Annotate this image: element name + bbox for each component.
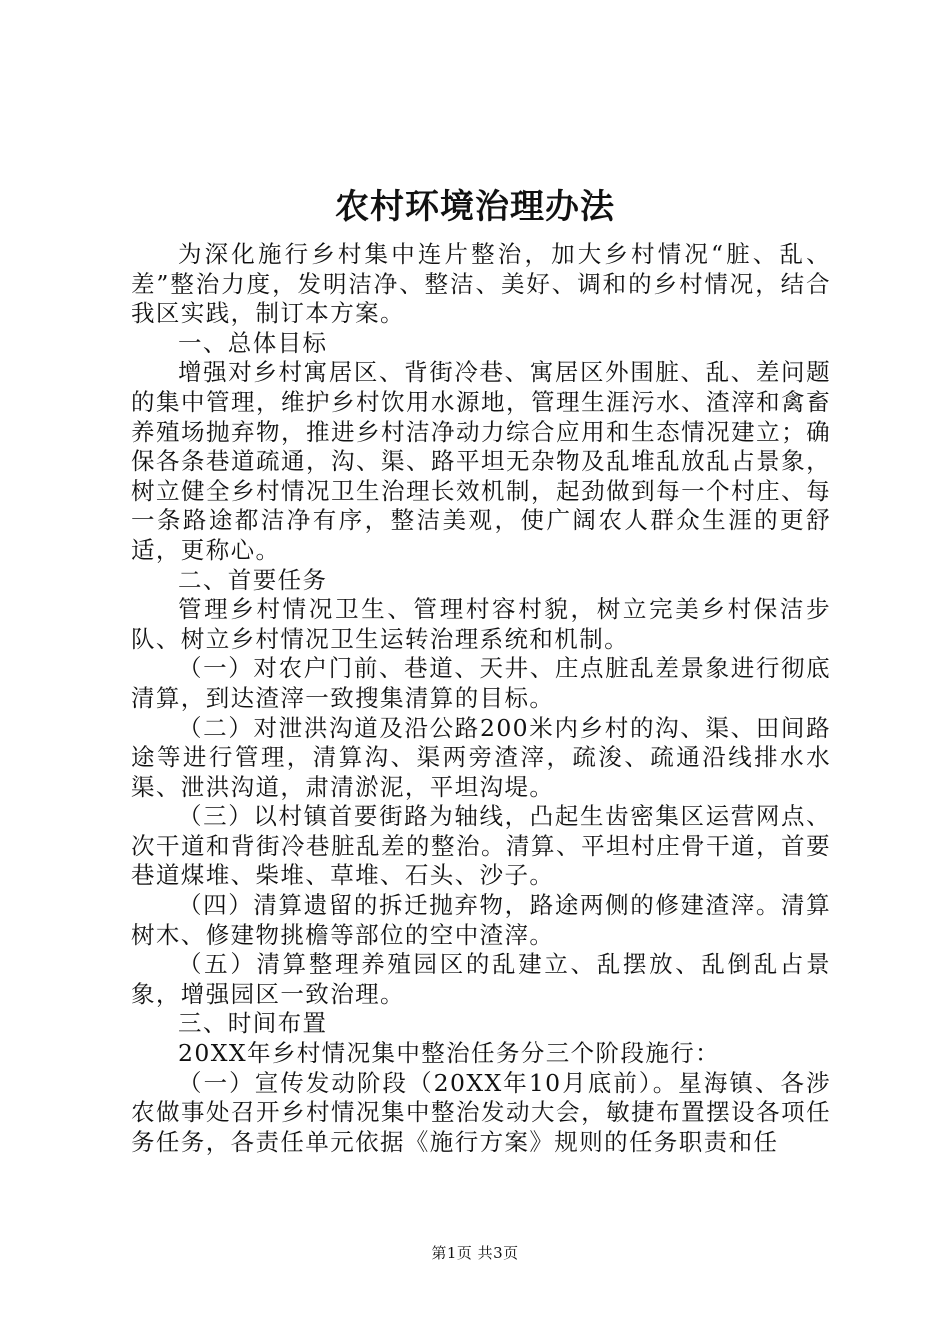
paragraph-schedule: 20XX年乡村情况集中整治任务分三个阶段施行：: [178, 1039, 721, 1068]
section-heading-2: 二、首要任务: [178, 565, 328, 594]
page-footer: 第1页 共3页: [431, 1244, 519, 1262]
paragraph-task-2: （二）对泄洪沟道及沿公路200米内乡村的沟、渠、田间路途等进行管理，清算沟、渠两旁渣滓，疏浚、疏通沿线排水水渠、泄洪沟道，肃清淤泥，平坦沟堤。: [131, 713, 831, 801]
paragraph-tasks: 管理乡村情况卫生、管理村容村貌，树立完美乡村保洁步队、树立乡村情况卫生运转治理系统和机制。: [131, 595, 831, 653]
document-title: 农村环境治理办法: [335, 187, 615, 227]
paragraph-task-3: （三）以村镇首要街路为轴线，凸起生齿密集区运营网点、次干道和背街冷巷脏乱差的整治。清算、平坦村庄骨干道，首要巷道煤堆、柴堆、草堆、石头、沙子。: [131, 802, 831, 890]
document-body: [131, 240, 831, 1157]
paragraph-task-1: （一）对农户门前、巷道、天井、庄点脏乱差景象进行彻底清算，到达渣滓一致搜集清算的目标。: [131, 654, 831, 712]
paragraph-goal: 增强对乡村寓居区、背街冷巷、寓居区外围脏、乱、差问题的集中管理，维护乡村饮用水源地，管理生涯污水、渣滓和禽畜养殖场抛弃物，推进乡村洁净动力综合应用和生态情况建立；确保各条巷道疏通，沟、渠、路平坦无杂物及乱堆乱放乱占景象，树立健全乡村情况卫生治理长效机制，起劲做到每一个村庄、每一条路途都洁净有序，整洁美观，使广阔农人群众生涯的更舒适，更称心。: [131, 358, 831, 564]
paragraph-intro: 为深化施行乡村集中连片整治，加大乡村情况“脏、乱、差”整治力度，发明洁净、整洁、美好、调和的乡村情况，结合我区实践，制订本方案。: [131, 240, 831, 328]
paragraph-phase-1: （一）宣传发动阶段（20XX年10月底前）。星海镇、各涉农做事处召开乡村情况集中整治发动大会，敏捷布置摆设各项任务任务，各责任单元依据《施行方案》规则的任务职责和任: [131, 1068, 831, 1156]
paragraph-task-4: （四）清算遗留的拆迁抛弃物，路途两侧的修建渣滓。清算树木、修建物挑檐等部位的空中渣滓。: [131, 891, 831, 949]
section-heading-3: 三、时间布置: [178, 1009, 328, 1038]
section-heading-1: 一、总体目标: [178, 328, 328, 357]
paragraph-task-5: （五）清算整理养殖园区的乱建立、乱摆放、乱倒乱占景象，增强园区一致治理。: [131, 950, 831, 1008]
